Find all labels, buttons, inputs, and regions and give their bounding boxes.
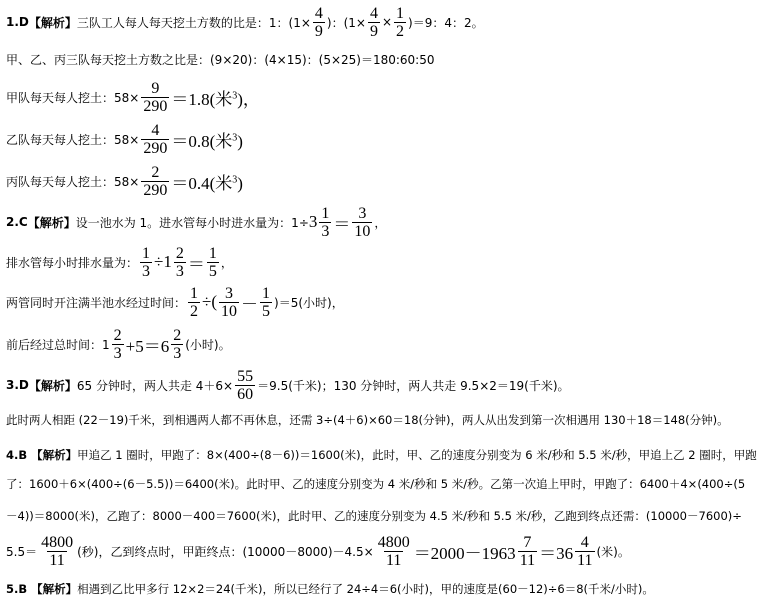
- fraction: $\frac{4800}{11}$: [41, 533, 74, 569]
- fraction: $\frac{4}{9}$: [369, 4, 378, 40]
- q4-line-3: [6, 505, 742, 527]
- q1-line-1: [6, 4, 484, 40]
- q1-l3-post: ＝1.8(米$^3$)，: [171, 89, 260, 109]
- minus-sign: －: [241, 294, 259, 314]
- q2-l1-pre: 设一池水为 1。进水管每小时进水量为：1÷: [75, 215, 309, 230]
- fraction: $\frac{1}{3}$: [142, 244, 151, 280]
- q2-line-2: [6, 243, 233, 281]
- q4-line-1: [6, 444, 757, 466]
- fraction: $\frac{1}{3}$: [321, 204, 330, 240]
- q4-l4-end: (米)。: [596, 544, 630, 559]
- fraction: $\frac{4800}{11}$: [377, 533, 410, 569]
- q4-l3-text: －4))＝8000(米)，乙跑了：8000－400＝7600(米)，此时甲、乙的速度分别变为 4.5 米/秒和 5.5 米/秒，乙跑到终点还需：(10000－7600)÷: [6, 509, 742, 523]
- q1-l5-pre: 丙队每天每人挖土：58×: [6, 174, 140, 189]
- q4-l4-eq: ＝2000－1963: [413, 543, 516, 563]
- fraction: $\frac{4}{9}$: [314, 4, 323, 40]
- q5-tag: 【解析】: [31, 582, 78, 596]
- q4-l1-text: 甲追乙 1 圈时，甲跑了：8×(400÷(8－6))＝1600(米)，此时，甲、乙的速度分别变为 6 米/秒和 5.5 米/秒，甲追上乙 2 圈时，甲跑: [77, 448, 757, 462]
- q1-line-4: [6, 120, 243, 158]
- equals-sign: ＝: [333, 214, 351, 234]
- q1-tag: 【解析】: [28, 15, 77, 30]
- q1-l1-mid: )：(1×: [326, 15, 366, 30]
- q2-line-4: [6, 325, 231, 363]
- q2-l4-pre: 前后经过总时间：1: [6, 337, 110, 352]
- fraction: $\frac{2}{3}$: [113, 326, 122, 362]
- q5-l1-text: 相遇到乙比甲多行 12×2＝24(千米)，所以已经行了 24÷4＝6(小时)，甲的速度是(60－12)÷6＝8(千米/小时)。: [77, 582, 654, 596]
- q2-l3-pre: 两管同时开注满半池水经过时间：: [6, 295, 187, 310]
- q2-l4-end: (小时)。: [185, 337, 231, 352]
- q1-line-5: [6, 162, 243, 200]
- q2-l4-mid: +5＝6: [125, 336, 170, 356]
- q3-l2-text: 此时两人相距 (22－19)千米，到相遇两人都不再休息，还需 3÷(4＋6)×60＝18(分钟)，两人从出发到第一次相遇用 130＋18＝148(分钟)。: [6, 413, 729, 427]
- fraction: $\frac{1}{2}$: [396, 4, 405, 40]
- q1-number: 1.D: [6, 15, 29, 29]
- q1-l1-pre: 三队工人每人每天挖土方数的比是：1：(1×: [76, 15, 311, 30]
- q3-number: 3.D: [6, 378, 29, 392]
- mixed-whole: 3: [308, 212, 318, 231]
- q1-l5-post: ＝0.4(米$^3$): [171, 173, 243, 193]
- times-sign: ×: [381, 15, 393, 29]
- punct: ，: [374, 215, 387, 230]
- fraction: $\frac{2}{3}$: [173, 326, 182, 362]
- q4-number: 4.B: [6, 448, 28, 462]
- fraction: $\frac{4}{290}$: [143, 121, 168, 157]
- q1-l1-post: )＝9：4：2。: [408, 15, 484, 30]
- fraction: $\frac{55}{60}$: [237, 367, 254, 403]
- q2-l3-end: )＝5(小时)，: [274, 295, 344, 310]
- q4-l2-text: 了：1600＋6×(400÷(6－5.5))＝6400(米)。此时甲、乙的速度分别变为 4 米/秒和 5 米/秒。乙第一次追上甲时，甲跑了：6400＋4×(400÷(5: [6, 477, 746, 491]
- q3-tag: 【解析】: [28, 378, 77, 393]
- q4-tag: 【解析】: [31, 448, 78, 462]
- q1-l4-post: ＝0.8(米$^3$): [171, 131, 243, 151]
- fraction: $\frac{2}{3}$: [175, 244, 184, 280]
- q1-l3-pre: 甲队每天每人挖土：58×: [6, 90, 140, 105]
- divide-paren: ÷(: [202, 292, 218, 311]
- q5-line-1: [6, 578, 654, 600]
- q1-line-3: [6, 78, 260, 116]
- equals-sign: ＝: [187, 254, 205, 274]
- q4-l4-mid: (秒)，乙到终点时，甲距终点：(10000－8000)－4.5×: [77, 544, 374, 559]
- fraction: $\frac{9}{290}$: [143, 79, 168, 115]
- q5-number: 5.B: [6, 582, 28, 596]
- q2-number: 2.C: [6, 215, 28, 229]
- punct: ，: [220, 255, 233, 270]
- fraction: $\frac{3}{10}$: [221, 284, 238, 320]
- fraction: $\frac{2}{290}$: [143, 163, 168, 199]
- q4-l4-eq2: ＝36: [539, 543, 574, 563]
- q4-line-2: [6, 473, 745, 495]
- fraction: $\frac{4}{11}$: [577, 533, 593, 569]
- fraction: $\frac{7}{11}$: [519, 533, 536, 569]
- q3-l1-pre: 65 分钟时，两人共走 4＋6×: [76, 378, 234, 393]
- fraction: $\frac{1}{2}$: [190, 284, 199, 320]
- q1-l4-pre: 乙队每天每人挖土：58×: [6, 132, 140, 147]
- q2-line-1: [6, 203, 386, 241]
- fraction: $\frac{1}{5}$: [262, 284, 271, 320]
- q4-line-4: [6, 530, 630, 572]
- q2-line-3: [6, 283, 344, 321]
- q2-l2-pre: 排水管每小时排水量为：: [6, 255, 139, 270]
- q3-line-2: [6, 409, 729, 431]
- divide-text: ÷1: [154, 252, 172, 271]
- fraction: $\frac{3}{10}$: [354, 204, 371, 240]
- q1-line-2: [6, 48, 435, 70]
- q4-l4-pre: 5.5＝: [6, 544, 38, 559]
- q1-ratio-text: 甲、乙、丙三队每天挖土方数之比是：(9×20)：(4×15)：(5×25)＝180:60:50: [6, 52, 435, 67]
- fraction: $\frac{1}{5}$: [208, 244, 217, 280]
- q3-line-1: [6, 366, 570, 404]
- q3-l1-post: ＝9.5(千米)；130 分钟时，两人共走 9.5×2＝19(千米)。: [257, 378, 570, 393]
- q2-tag: 【解析】: [27, 215, 76, 230]
